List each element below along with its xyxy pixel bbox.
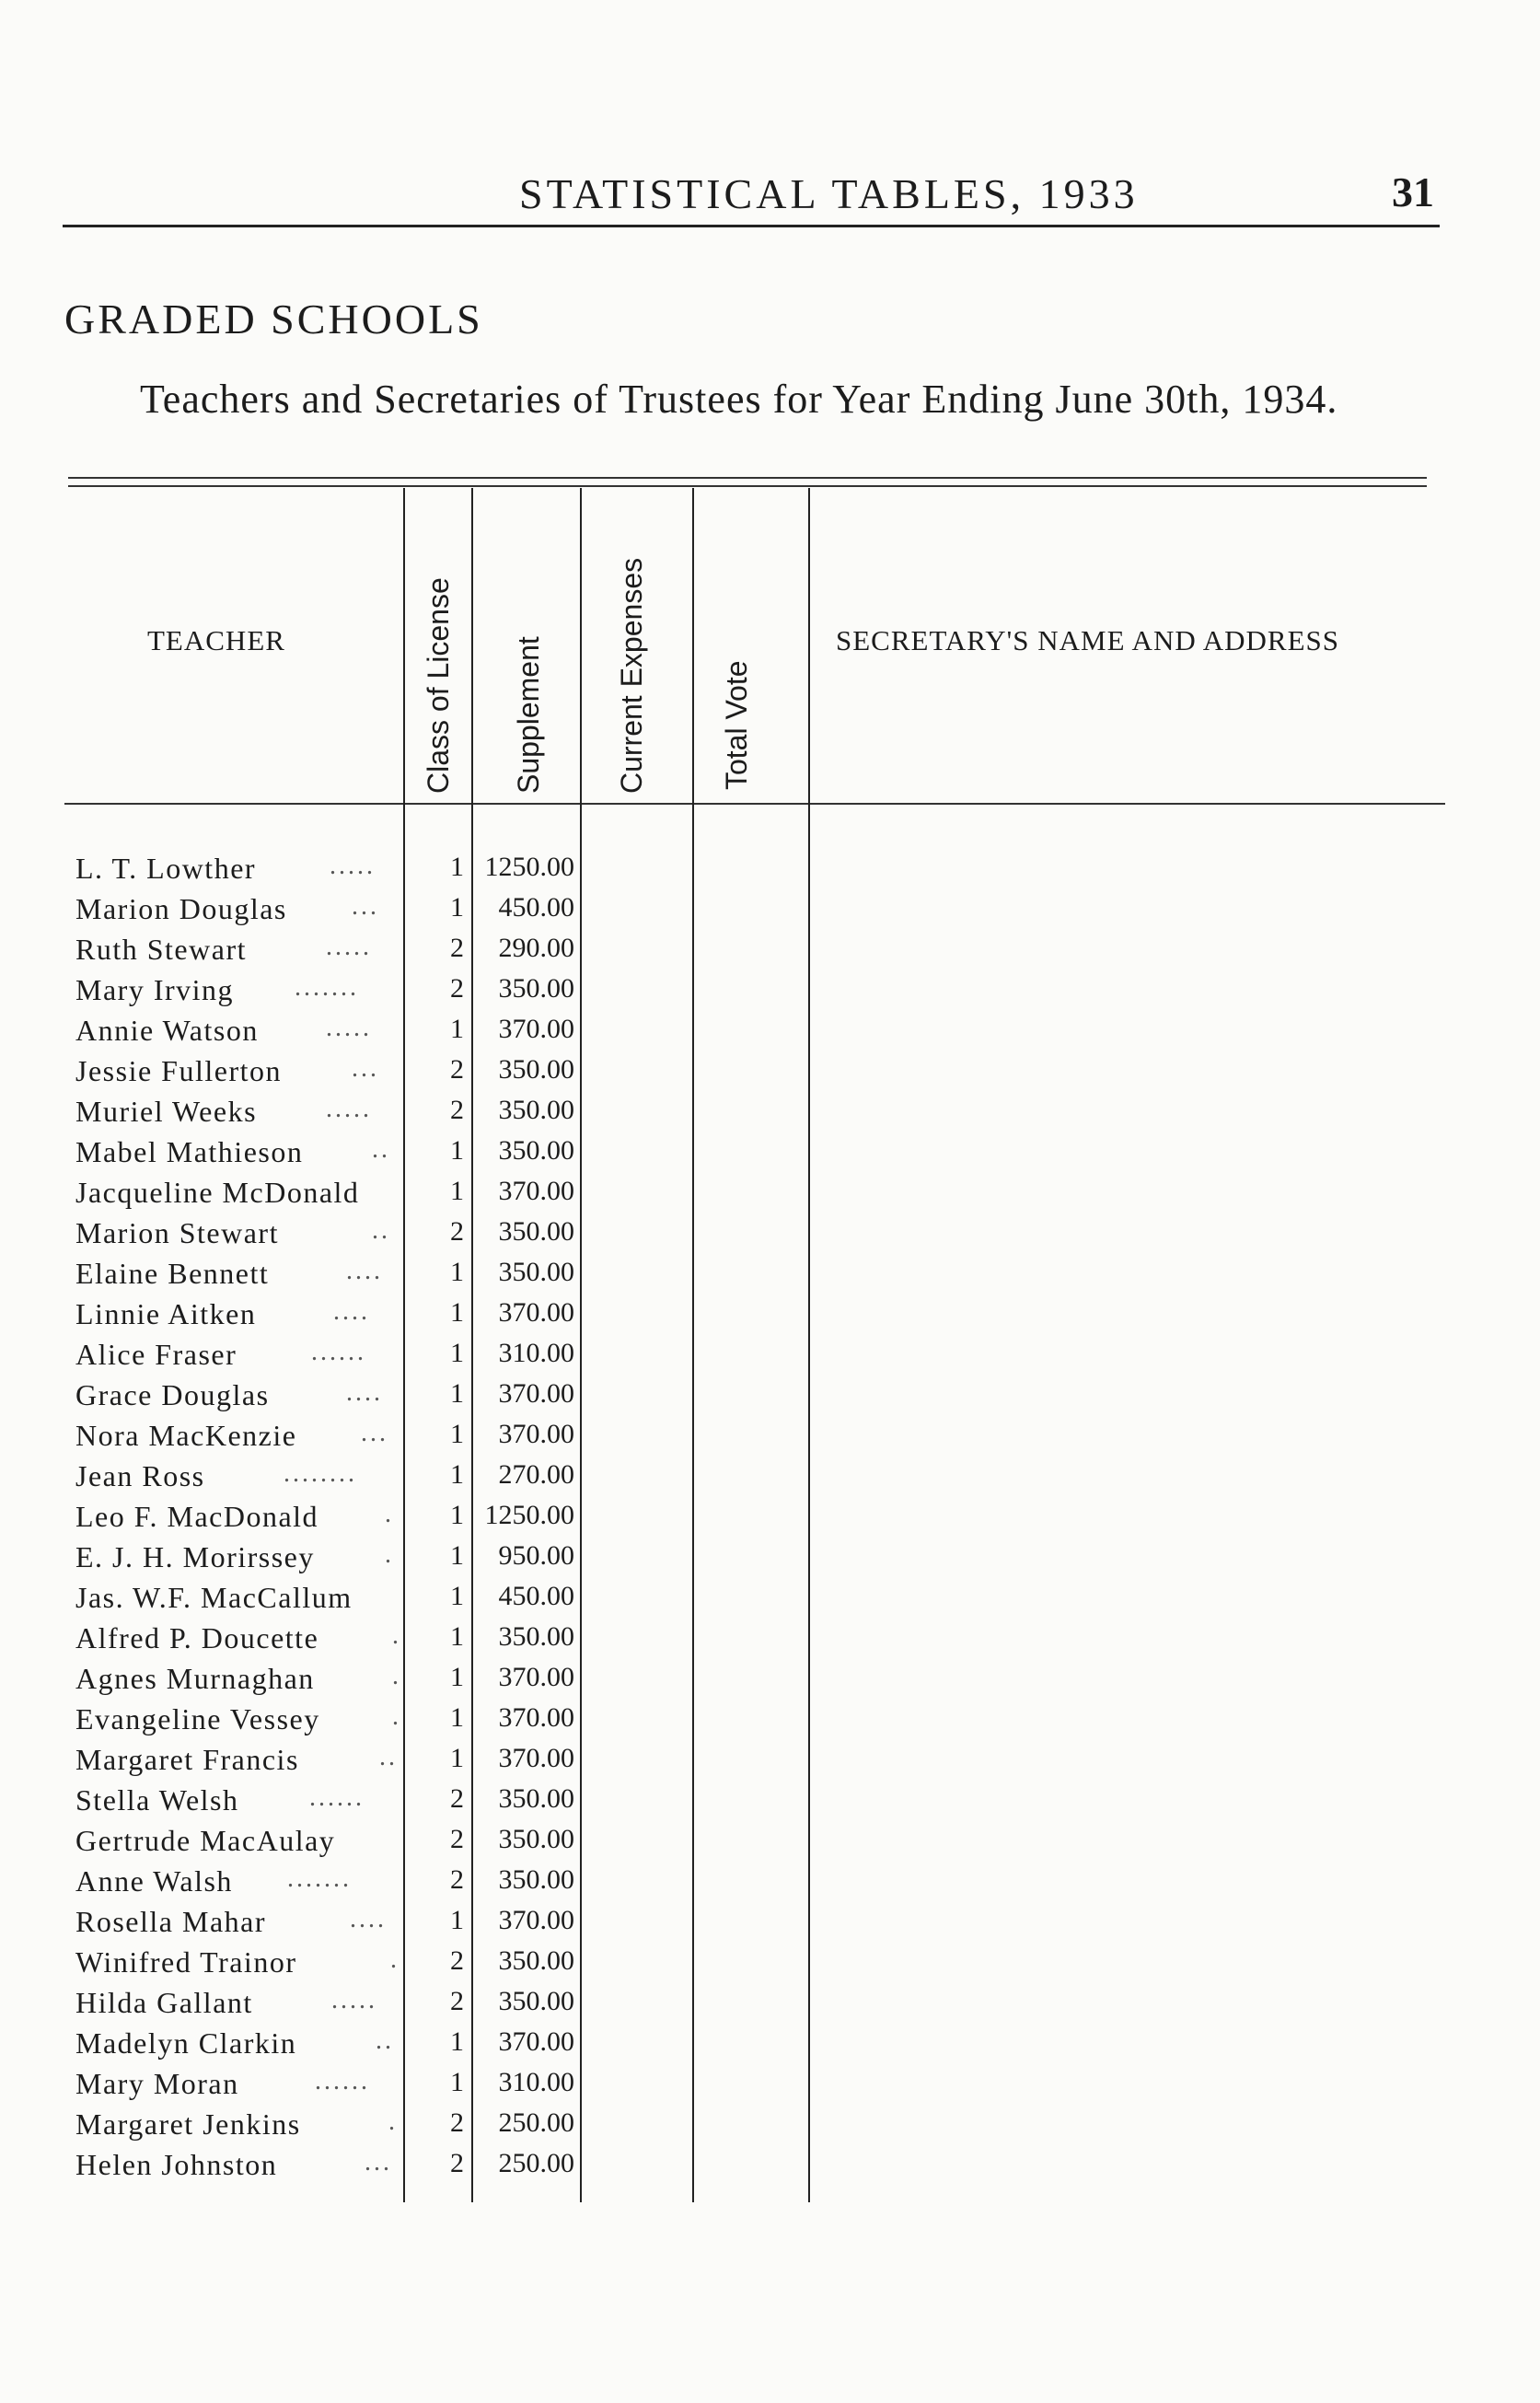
table-row bbox=[0, 1577, 1540, 1618]
supplement-value: 370.00 bbox=[498, 1662, 574, 1692]
dot-leader: .. bbox=[376, 2026, 394, 2055]
supplement-value: 370.00 bbox=[498, 1419, 574, 1449]
class-of-license-value: 1 bbox=[450, 1743, 464, 1773]
teacher-name: Mabel Mathieson bbox=[75, 1135, 304, 1168]
dot-leader: ........ bbox=[284, 1459, 357, 1488]
teacher-name: Agnes Murnaghan bbox=[75, 1662, 315, 1695]
section-title: GRADED SCHOOLS bbox=[64, 296, 483, 342]
class-of-license-value: 2 bbox=[450, 973, 464, 1004]
table-row bbox=[0, 1658, 1540, 1699]
table-row bbox=[0, 1780, 1540, 1820]
class-of-license-value: 1 bbox=[450, 1257, 464, 1287]
class-of-license-value: 2 bbox=[450, 1216, 464, 1247]
table-row bbox=[0, 1820, 1540, 1861]
table-row bbox=[0, 929, 1540, 969]
supplement-value: 370.00 bbox=[498, 1176, 574, 1206]
class-of-license-value: 2 bbox=[450, 2107, 464, 2138]
class-of-license-value: 1 bbox=[450, 1581, 464, 1611]
dot-leader: . bbox=[392, 1662, 401, 1690]
teacher-name: Madelyn Clarkin bbox=[75, 2026, 297, 2060]
column-header-current-expenses: Current Expenses bbox=[615, 557, 648, 794]
dot-leader: ....... bbox=[287, 1864, 352, 1893]
supplement-value: 450.00 bbox=[498, 892, 574, 923]
supplement-value: 250.00 bbox=[498, 2148, 574, 2178]
dot-leader: .. bbox=[379, 1743, 398, 1771]
table-top-rule bbox=[68, 477, 1427, 479]
supplement-value: 450.00 bbox=[498, 1581, 574, 1611]
teacher-name: Marion Douglas bbox=[75, 892, 287, 925]
column-header-supplement: Supplement bbox=[512, 636, 545, 794]
class-of-license-value: 1 bbox=[450, 1500, 464, 1530]
table-row bbox=[0, 2144, 1540, 2185]
teacher-name: Jessie Fullerton bbox=[75, 1054, 282, 1087]
table-row bbox=[0, 1861, 1540, 1901]
class-of-license-value: 1 bbox=[450, 1338, 464, 1368]
supplement-value: 370.00 bbox=[498, 2026, 574, 2057]
table-row bbox=[0, 1537, 1540, 1577]
teacher-name: Anne Walsh bbox=[75, 1864, 233, 1898]
class-of-license-value: 1 bbox=[450, 1135, 464, 1166]
table-row bbox=[0, 1618, 1540, 1658]
class-of-license-value: 2 bbox=[450, 1095, 464, 1125]
supplement-value: 350.00 bbox=[498, 1054, 574, 1085]
class-of-license-value: 2 bbox=[450, 1864, 464, 1895]
dot-leader: ... bbox=[361, 1419, 388, 1447]
dot-leader: ....... bbox=[295, 973, 359, 1002]
dot-leader: ...... bbox=[315, 2067, 370, 2095]
dot-leader: . bbox=[385, 1540, 394, 1569]
teacher-name: Rosella Mahar bbox=[75, 1905, 266, 1938]
teacher-name: Jas. W.F. MacCallum bbox=[75, 1581, 353, 1614]
table-row bbox=[0, 1739, 1540, 1780]
table-row bbox=[0, 1294, 1540, 1334]
table-row bbox=[0, 2023, 1540, 2063]
class-of-license-value: 2 bbox=[450, 1054, 464, 1085]
supplement-value: 370.00 bbox=[498, 1297, 574, 1328]
supplement-value: 350.00 bbox=[498, 1783, 574, 1814]
teacher-name: Linnie Aitken bbox=[75, 1297, 257, 1330]
supplement-value: 350.00 bbox=[498, 973, 574, 1004]
dot-leader: . bbox=[392, 1621, 401, 1650]
supplement-value: 290.00 bbox=[498, 933, 574, 963]
teacher-name: L. T. Lowther bbox=[75, 852, 257, 885]
supplement-value: 370.00 bbox=[498, 1905, 574, 1935]
class-of-license-value: 1 bbox=[450, 1540, 464, 1571]
table-row bbox=[0, 1942, 1540, 1982]
dot-leader: ... bbox=[352, 892, 379, 921]
dot-leader: ...... bbox=[311, 1338, 366, 1366]
class-of-license-value: 1 bbox=[450, 892, 464, 923]
teacher-name: Hilda Gallant bbox=[75, 1986, 253, 2019]
table-row bbox=[0, 1213, 1540, 1253]
teacher-name: Alice Fraser bbox=[75, 1338, 237, 1371]
supplement-value: 350.00 bbox=[498, 1257, 574, 1287]
table-row bbox=[0, 1172, 1540, 1213]
class-of-license-value: 1 bbox=[450, 852, 464, 882]
table-row bbox=[0, 1334, 1540, 1375]
table-row bbox=[0, 1091, 1540, 1132]
header-bottom-rule bbox=[64, 803, 1445, 805]
table-row bbox=[0, 848, 1540, 888]
class-of-license-value: 1 bbox=[450, 1459, 464, 1490]
class-of-license-value: 2 bbox=[450, 1824, 464, 1854]
teacher-name: E. J. H. Morirssey bbox=[75, 1540, 315, 1573]
teacher-name: Alfred P. Doucette bbox=[75, 1621, 319, 1654]
table-row bbox=[0, 1375, 1540, 1415]
class-of-license-value: 2 bbox=[450, 933, 464, 963]
table-row bbox=[0, 1699, 1540, 1739]
teacher-name: Muriel Weeks bbox=[75, 1095, 258, 1128]
dot-leader: . bbox=[392, 1702, 401, 1731]
teacher-name: Winifred Trainor bbox=[75, 1945, 297, 1979]
supplement-value: 370.00 bbox=[498, 1378, 574, 1409]
dot-leader: ..... bbox=[326, 1095, 372, 1123]
dot-leader: . bbox=[388, 2107, 398, 2136]
class-of-license-value: 1 bbox=[450, 1905, 464, 1935]
table-row bbox=[0, 888, 1540, 929]
supplement-value: 350.00 bbox=[498, 1986, 574, 2016]
teacher-name: Helen Johnston bbox=[75, 2148, 278, 2181]
teacher-name: Margaret Francis bbox=[75, 1743, 299, 1776]
class-of-license-value: 1 bbox=[450, 1621, 464, 1652]
teacher-name: Evangeline Vessey bbox=[75, 1702, 320, 1736]
table-row bbox=[0, 969, 1540, 1010]
supplement-value: 350.00 bbox=[498, 1621, 574, 1652]
teacher-name: Marion Stewart bbox=[75, 1216, 279, 1249]
supplement-value: 270.00 bbox=[498, 1459, 574, 1490]
table-top-rule-second bbox=[68, 485, 1427, 487]
dot-leader: .. bbox=[372, 1135, 390, 1164]
class-of-license-value: 2 bbox=[450, 1986, 464, 2016]
table-row bbox=[0, 1253, 1540, 1294]
class-of-license-value: 1 bbox=[450, 1419, 464, 1449]
supplement-value: 1250.00 bbox=[484, 1500, 574, 1530]
supplement-value: 350.00 bbox=[498, 1216, 574, 1247]
teacher-name: Nora MacKenzie bbox=[75, 1419, 297, 1452]
column-header-teacher: TEACHER bbox=[147, 624, 285, 656]
class-of-license-value: 1 bbox=[450, 1702, 464, 1733]
teacher-name: Stella Welsh bbox=[75, 1783, 239, 1817]
teacher-name: Ruth Stewart bbox=[75, 933, 247, 966]
supplement-value: 350.00 bbox=[498, 1824, 574, 1854]
table-row bbox=[0, 1496, 1540, 1537]
teacher-name: Leo F. MacDonald bbox=[75, 1500, 319, 1533]
table-row bbox=[0, 2104, 1540, 2144]
supplement-value: 950.00 bbox=[498, 1540, 574, 1571]
table-row bbox=[0, 1901, 1540, 1942]
supplement-value: 350.00 bbox=[498, 1864, 574, 1895]
table-row bbox=[0, 2063, 1540, 2104]
dot-leader: .... bbox=[333, 1297, 370, 1326]
teacher-name: Margaret Jenkins bbox=[75, 2107, 301, 2141]
table-subtitle: Teachers and Secretaries of Trustees for Year Ending June 30th, 1934. bbox=[140, 377, 1338, 422]
dot-leader: ..... bbox=[326, 933, 372, 961]
column-header-secretary: SECRETARY'S NAME AND ADDRESS bbox=[836, 624, 1340, 656]
class-of-license-value: 2 bbox=[450, 1783, 464, 1814]
dot-leader: ... bbox=[352, 1054, 379, 1083]
column-header-class-of-license: Class of License bbox=[422, 577, 455, 794]
class-of-license-value: 1 bbox=[450, 1176, 464, 1206]
teacher-name: Mary Moran bbox=[75, 2067, 239, 2100]
class-of-license-value: 1 bbox=[450, 1014, 464, 1044]
table-row bbox=[0, 1415, 1540, 1456]
dot-leader: .... bbox=[346, 1378, 383, 1407]
dot-leader: . bbox=[385, 1500, 394, 1528]
class-of-license-value: 1 bbox=[450, 2026, 464, 2057]
class-of-license-value: 2 bbox=[450, 2148, 464, 2178]
page-number: 31 bbox=[1392, 168, 1434, 215]
dot-leader: .... bbox=[350, 1905, 387, 1933]
teacher-name: Jean Ross bbox=[75, 1459, 205, 1492]
supplement-value: 370.00 bbox=[498, 1702, 574, 1733]
supplement-value: 310.00 bbox=[498, 2067, 574, 2097]
dot-leader: ... bbox=[365, 2148, 392, 2177]
table-row bbox=[0, 1051, 1540, 1091]
dot-leader: .. bbox=[372, 1216, 390, 1245]
dot-leader: . bbox=[390, 1945, 399, 1974]
teacher-name: Elaine Bennett bbox=[75, 1257, 270, 1290]
class-of-license-value: 1 bbox=[450, 1662, 464, 1692]
table-row bbox=[0, 1132, 1540, 1172]
supplement-value: 370.00 bbox=[498, 1743, 574, 1773]
supplement-value: 370.00 bbox=[498, 1014, 574, 1044]
teacher-name: Gertrude MacAulay bbox=[75, 1824, 336, 1857]
supplement-value: 350.00 bbox=[498, 1135, 574, 1166]
supplement-value: 350.00 bbox=[498, 1095, 574, 1125]
supplement-value: 250.00 bbox=[498, 2107, 574, 2138]
supplement-value: 310.00 bbox=[498, 1338, 574, 1368]
dot-leader: .... bbox=[346, 1257, 383, 1285]
supplement-value: 1250.00 bbox=[484, 852, 574, 882]
class-of-license-value: 1 bbox=[450, 1378, 464, 1409]
table-row bbox=[0, 1010, 1540, 1051]
dot-leader: ..... bbox=[331, 1986, 377, 2014]
dot-leader: ..... bbox=[330, 852, 376, 880]
class-of-license-value: 1 bbox=[450, 1297, 464, 1328]
running-title: STATISTICAL TABLES, 1933 bbox=[519, 170, 1139, 217]
dot-leader: ...... bbox=[309, 1783, 365, 1812]
table-row bbox=[0, 1982, 1540, 2023]
class-of-license-value: 2 bbox=[450, 1945, 464, 1976]
class-of-license-value: 1 bbox=[450, 2067, 464, 2097]
teacher-name: Mary Irving bbox=[75, 973, 235, 1006]
supplement-value: 350.00 bbox=[498, 1945, 574, 1976]
page-header bbox=[63, 164, 1440, 227]
column-header-total-vote: Total Vote bbox=[720, 660, 753, 790]
teacher-name: Annie Watson bbox=[75, 1014, 259, 1047]
teacher-name: Jacqueline McDonald bbox=[75, 1176, 360, 1209]
teacher-name: Grace Douglas bbox=[75, 1378, 270, 1411]
dot-leader: ..... bbox=[326, 1014, 372, 1042]
table-row bbox=[0, 1456, 1540, 1496]
